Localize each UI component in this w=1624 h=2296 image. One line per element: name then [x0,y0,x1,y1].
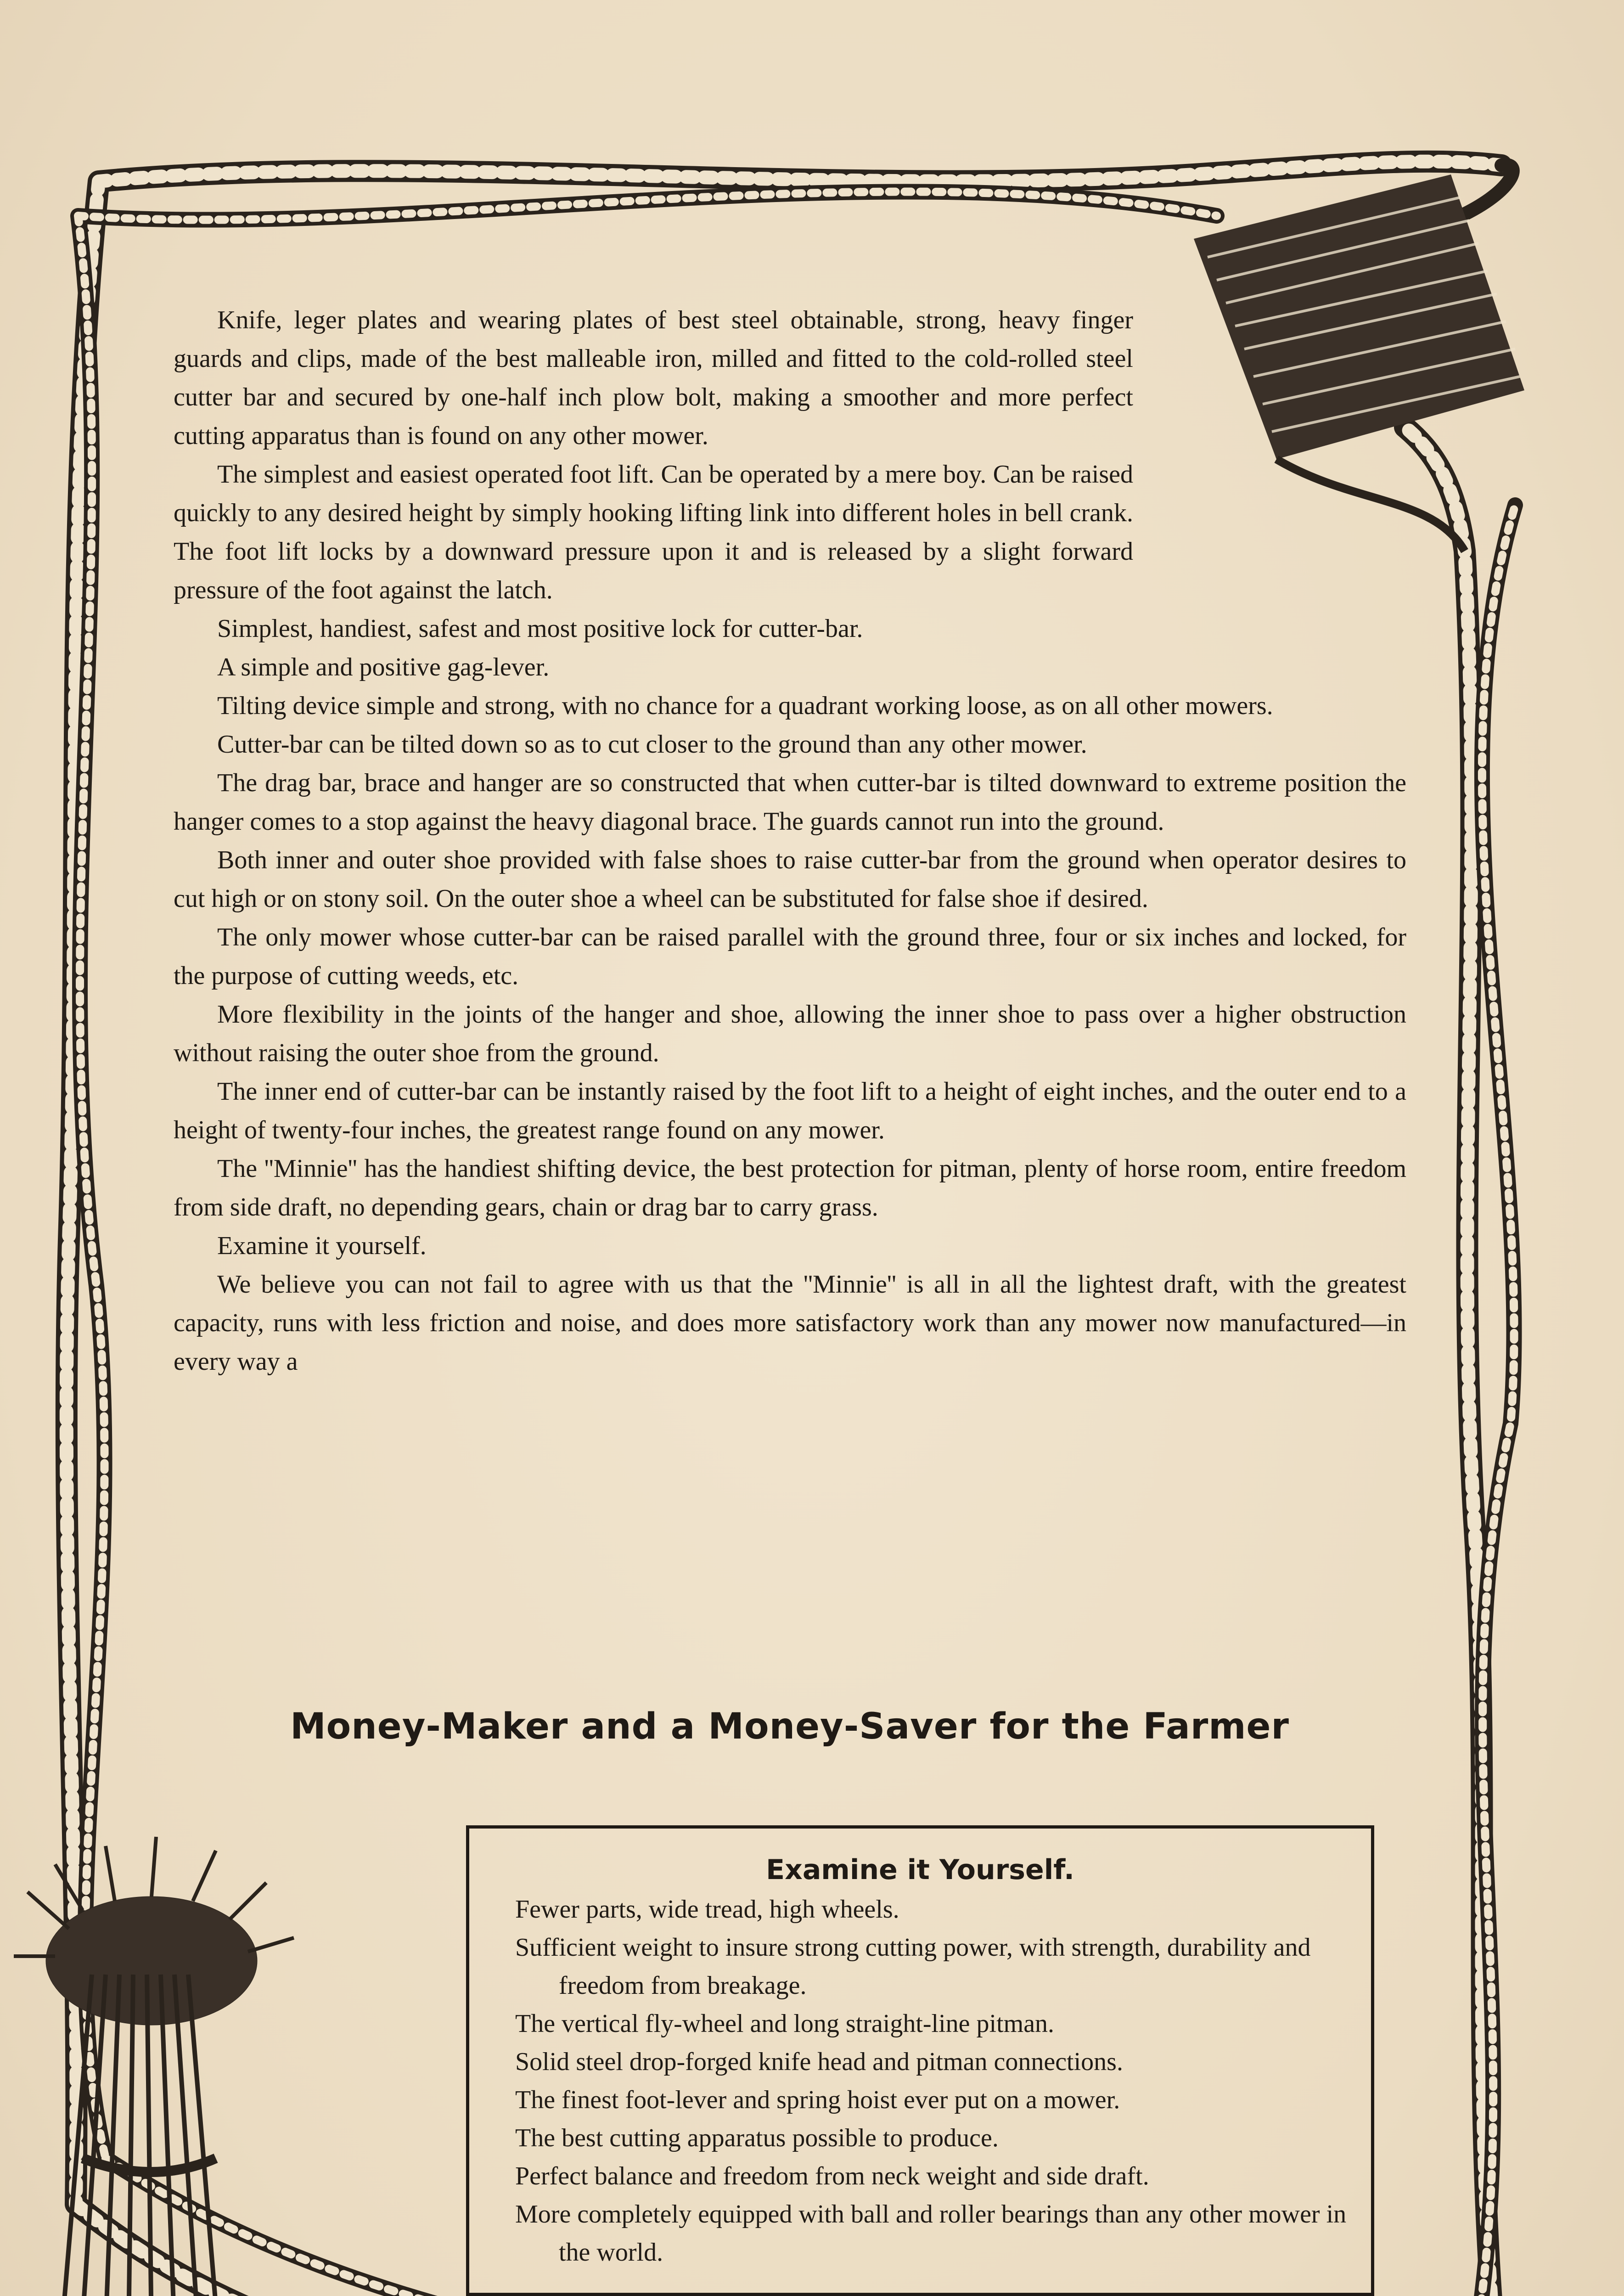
body-text [174,301,1406,1381]
paragraph-cutter-bar-tilt: Cutter-bar can be tilted down so as to cut closer to the ground than any other mower. [217,730,1087,759]
paragraph-tilting-device: Tilting device simple and strong, with no chance for a quadrant working loose, as on all other mowers. [217,692,1273,720]
list-item: Sufficient weight to insure strong cutting power, with strength, durability and freedom from breakage. [515,1933,1311,2000]
paragraph-minnie-features: The ''Minnie'' has the handiest shifting device, the best protection for pitman, plenty of horse room, entire freedom from side draft, no depending gears, chain or drag bar to carry grass. [174,1154,1406,1221]
list-item: The best cutting apparatus possible to produce. [515,2124,999,2152]
paragraph-false-shoes: Both inner and outer shoe provided with false shoes to raise cutter-bar from the ground when operator desires to cut high or on stony soil. On the outer shoe a wheel can be substituted for false shoe if desired. [174,846,1406,913]
paragraph-foot-lift: The simplest and easiest operated foot lift. Can be operated by a mere boy. Can be raised quickly to any desired height by simply hooking lifting link into different holes in bell crank. The foot lift locks by a downward pressure upon it and is released by a slight forward pressure of the foot against the latch. [174,460,1133,604]
list-item: Perfect balance and freedom from neck weight and side draft. [515,2162,1149,2190]
headline: Money-Maker and a Money-Saver for the Farmer [290,1706,1289,1747]
paragraph-parallel-raise: The only mower whose cutter-bar can be raised parallel with the ground three, four or six inches and locked, for the purpose of cutting weeds, etc. [174,923,1406,990]
list-item: Fewer parts, wide tread, high wheels. [515,1895,899,1924]
paragraph-conclusion: We believe you can not fail to agree with us that the ''Minnie'' is all in all the lightest draft, with the greatest capacity, runs with less friction and noise, and does more satisfactory work than any mower now manufactured—in every way a [174,1270,1406,1376]
paragraph-lock: Simplest, handiest, safest and most positive lock for cutter-bar. [217,614,863,643]
list-item: Solid steel drop-forged knife head and pitman connections. [515,2048,1123,2076]
paragraph-range: The inner end of cutter-bar can be instantly raised by the foot lift to a height of eight inches, and the outer end to a height of twenty-four inches, the greatest range found on any mower. [174,1077,1406,1144]
paragraph-gag-lever: A simple and positive gag-lever. [217,653,550,681]
paragraph-cutting-apparatus: Knife, leger plates and wearing plates of best steel obtainable, strong, heavy finger guards and clips, made of the best malleable iron, milled and fitted to the cold-rolled steel cutter bar and secured by one-half inch plow bolt, making a smoother and more perfect cutting apparatus than is found on any other mower. [174,306,1133,450]
paragraph-examine: Examine it yourself. [217,1232,427,1260]
wheat-sheaf-icon [14,1837,294,2296]
paragraph-drag-bar: The drag bar, brace and hanger are so constructed that when cutter-bar is tilted downward to extreme position the hanger comes to a stop against the heavy diagonal brace. The guards cannot run into the ground. [174,769,1406,836]
examine-box-title: Examine it Yourself. [766,1854,1074,1886]
list-item: More completely equipped with ball and roller bearings than any other mower in the world. [515,2200,1347,2267]
list-item: The finest foot-lever and spring hoist ever put on a mower. [515,2086,1120,2114]
list-item: The vertical fly-wheel and long straight-line pitman. [515,2009,1055,2038]
paragraph-flexibility: More flexibility in the joints of the hanger and shoe, allowing the inner shoe to pass over a higher obstruction without raising the outer shoe from the ground. [174,1000,1406,1067]
examine-box [466,1825,1374,2296]
examine-list [515,1891,1355,2272]
